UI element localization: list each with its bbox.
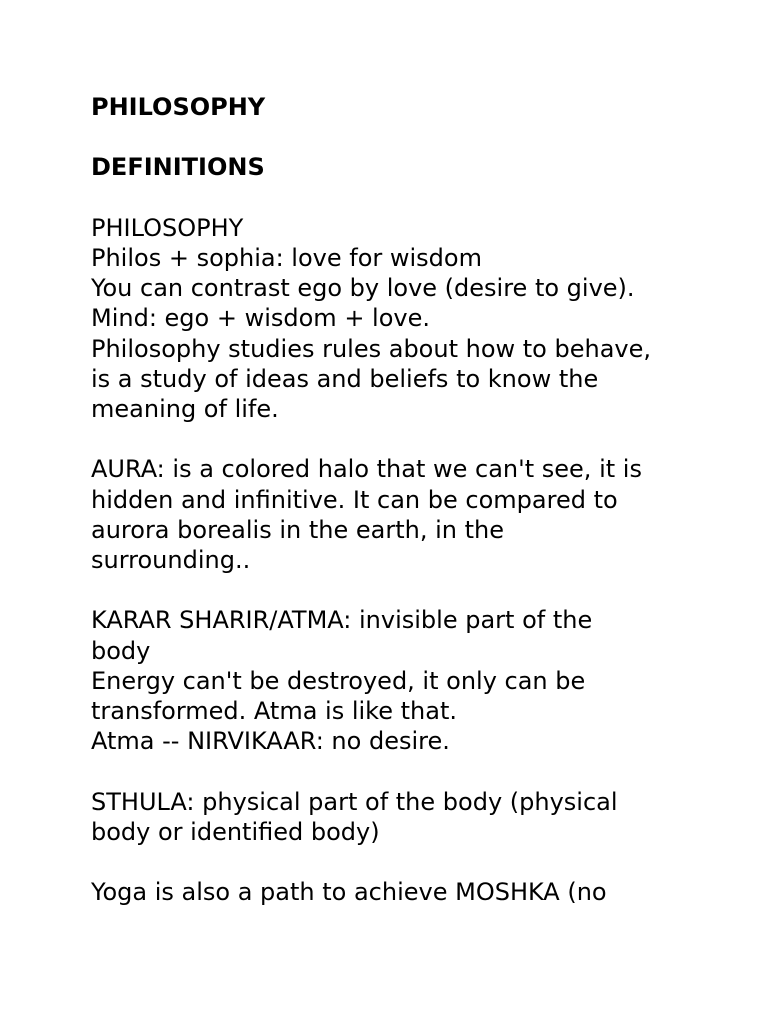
body-line: AURA: is a colored halo that we can't see, it is [91,455,642,484]
body-line: body [91,636,151,665]
body-line: transformed. Atma is like that. [91,697,457,725]
body-line: meaning of life. [91,395,279,423]
spacer [91,424,711,454]
spacer [91,575,711,605]
body-line: Philosophy studies rules about how to behave, [91,334,652,363]
document-title: PHILOSOPHY [91,93,266,121]
section-heading: DEFINITIONS [91,153,265,182]
body-line: Philos + sophia: love for wisdom [91,243,482,272]
document-content [91,92,711,907]
body-line: You can contrast ego by love (desire to give). [91,274,635,303]
body-line: KARAR SHARIR/ATMA: invisible part of the [91,606,593,635]
body-line: PHILOSOPHY [91,213,244,242]
body-line: aurora borealis in the earth, in the [91,515,504,544]
body-line: Mind: ego + wisdom + love. [91,304,430,333]
spacer [91,183,711,213]
body-line: Atma -- NIRVIKAAR: no desire. [91,727,450,756]
body-line: body or identified body) [91,817,380,846]
spacer [91,122,711,152]
body-line: is a study of ideas and beliefs to know the [91,364,599,393]
spacer [91,756,711,786]
body-line: hidden and infinitive. It can be compared to [91,485,618,514]
body-line: STHULA: physical part of the body (physical [91,787,618,816]
body-line: surrounding.. [91,546,251,574]
spacer [91,847,711,877]
body-line: Yoga is also a path to achieve MOSHKA (no [91,878,607,907]
body-line: Energy can't be destroyed, it only can be [91,666,586,695]
